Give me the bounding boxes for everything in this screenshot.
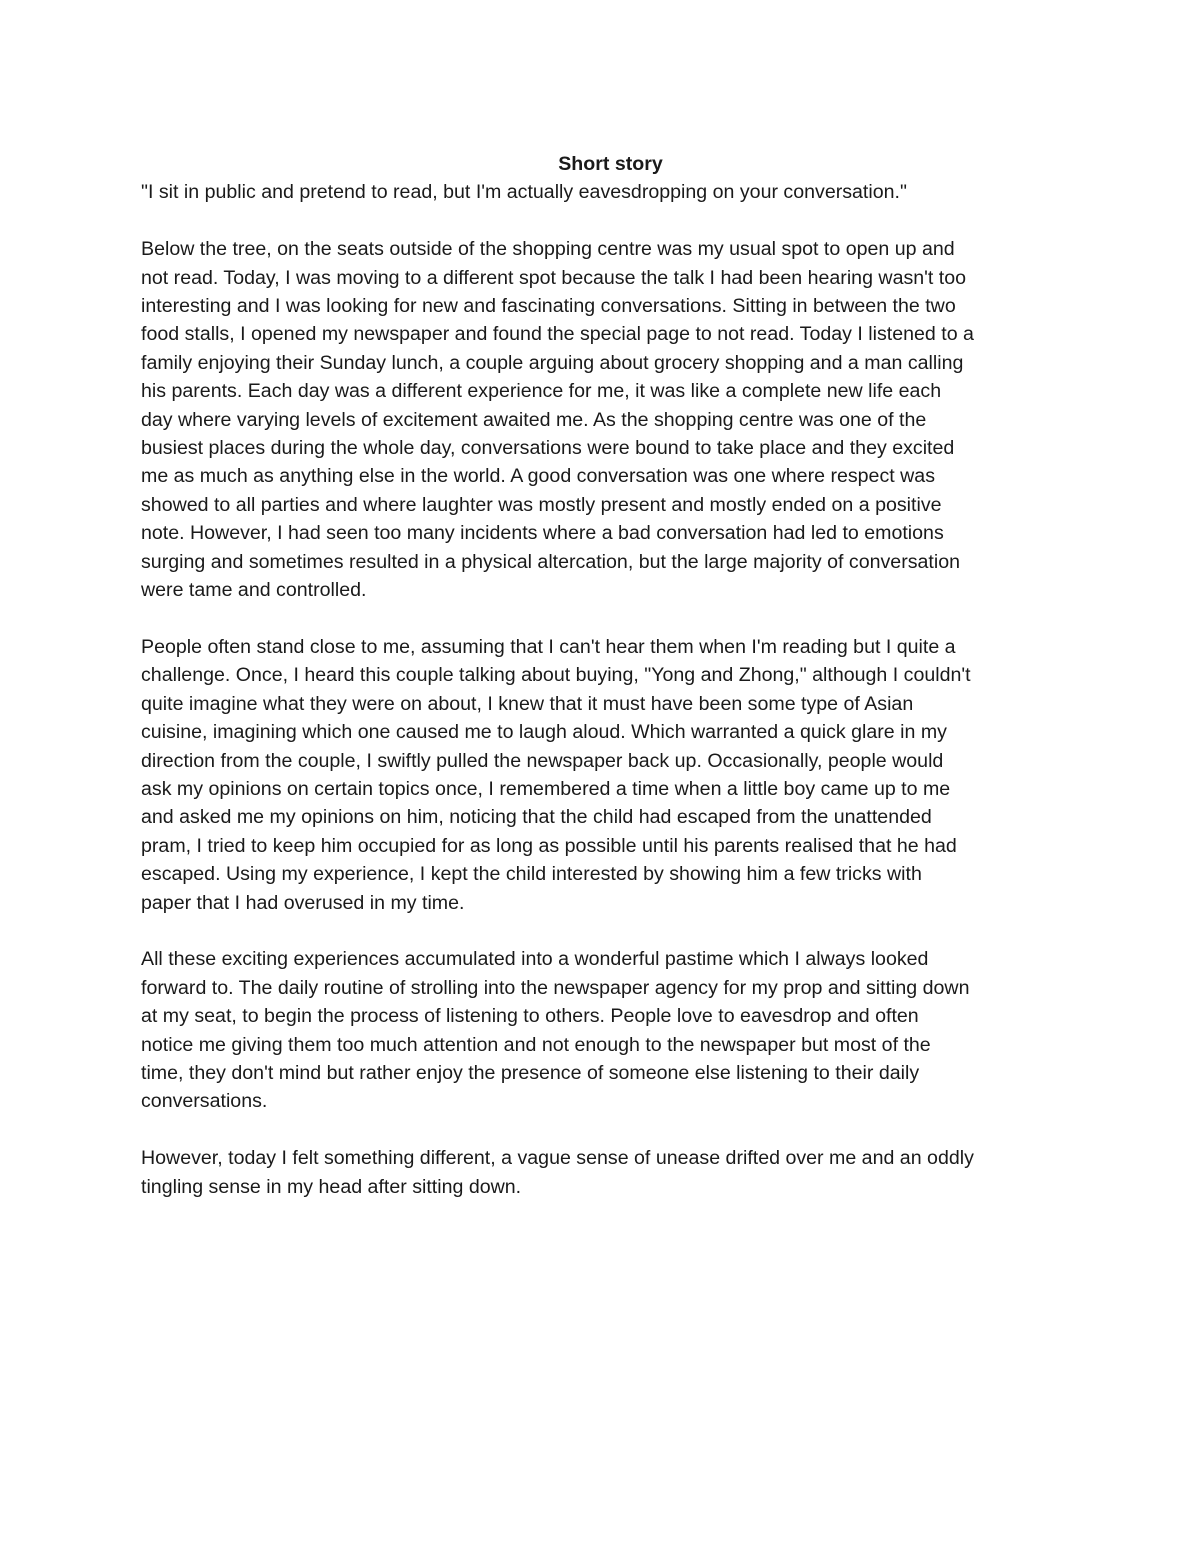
paragraph-line: and asked me my opinions on him, noticing that the child had escaped from the unattended [141,806,932,829]
paragraph-line: direction from the couple, I swiftly pulled the newspaper back up. Occasionally, people would [141,749,944,772]
paragraph-line: However, today I felt something different, a vague sense of unease drifted over me and an oddly [141,1147,974,1170]
paragraph-line: ask my opinions on certain topics once, I remembered a time when a little boy came up to me [141,777,951,800]
opening-quote: "I sit in public and pretend to read, but I'm actually eavesdropping on your conversation." [141,181,907,204]
document-body [141,150,1066,1201]
paragraph-line: cuisine, imagining which one caused me to laugh aloud. Which warranted a quick glare in my [141,721,947,744]
paragraph-line: family enjoying their Sunday lunch, a couple arguing about grocery shopping and a man calling [141,351,964,374]
paragraph-line: note. However, I had seen too many incidents where a bad conversation had led to emotions [141,522,944,545]
paragraph-line: challenge. Once, I heard this couple talking about buying, "Yong and Zhong," although I couldn't [141,664,971,687]
paragraph-line: All these exciting experiences accumulated into a wonderful pastime which I always looked [141,948,929,971]
paragraph-line: his parents. Each day was a different experience for me, it was like a complete new life each [141,380,942,403]
paragraph-line: Below the tree, on the seats outside of the shopping centre was my usual spot to open up and [141,238,955,261]
story-paragraph [141,235,1066,604]
paragraph-line: not read. Today, I was moving to a different spot because the talk I had been hearing wasn't too [141,266,967,289]
story-paragraph [141,945,1066,1115]
paragraph-line: interesting and I was looking for new and fascinating conversations. Sitting in between the two [141,295,956,318]
paragraph-line: at my seat, to begin the process of listening to others. People love to eavesdrop and often [141,1005,919,1028]
paragraph-line: busiest places during the whole day, conversations were bound to take place and they excited [141,437,955,460]
paragraph-line: escaped. Using my experience, I kept the child interested by showing him a few tricks with [141,863,922,886]
paragraph-line: me as much as anything else in the world. A good conversation was one where respect was [141,465,935,488]
story-paragraph [141,1144,1066,1201]
paragraph-line: forward to. The daily routine of strolling into the newspaper agency for my prop and sitting down [141,976,970,999]
paragraph-line: tingling sense in my head after sitting down. [141,1175,522,1198]
paragraph-line: notice me giving them too much attention and not enough to the newspaper but most of the [141,1033,931,1056]
paragraph-line: were tame and controlled. [141,579,367,602]
document-title: Short story [558,153,663,175]
paragraph-line: pram, I tried to keep him occupied for as long as possible until his parents realised that he had [141,834,957,857]
paragraph-line: day where varying levels of excitement awaited me. As the shopping centre was one of the [141,408,927,431]
story-paragraph [141,633,1066,917]
paragraph-line: conversations. [141,1090,268,1113]
paragraph-line: food stalls, I opened my newspaper and found the special page to not read. Today I listened to a [141,323,974,346]
paragraph-line: quite imagine what they were on about, I knew that it must have been some type of Asian [141,692,914,715]
paragraph-line: showed to all parties and where laughter was mostly present and mostly ended on a positive [141,493,942,516]
paragraph-line: time, they don't mind but rather enjoy the presence of someone else listening to their daily [141,1061,920,1084]
paragraph-line: paper that I had overused in my time. [141,891,465,914]
paragraph-line: surging and sometimes resulted in a physical altercation, but the large majority of conversation [141,550,961,573]
paragraph-line: People often stand close to me, assuming that I can't hear them when I'm reading but I quite a [141,635,956,658]
story-paragraphs [141,235,1066,1201]
